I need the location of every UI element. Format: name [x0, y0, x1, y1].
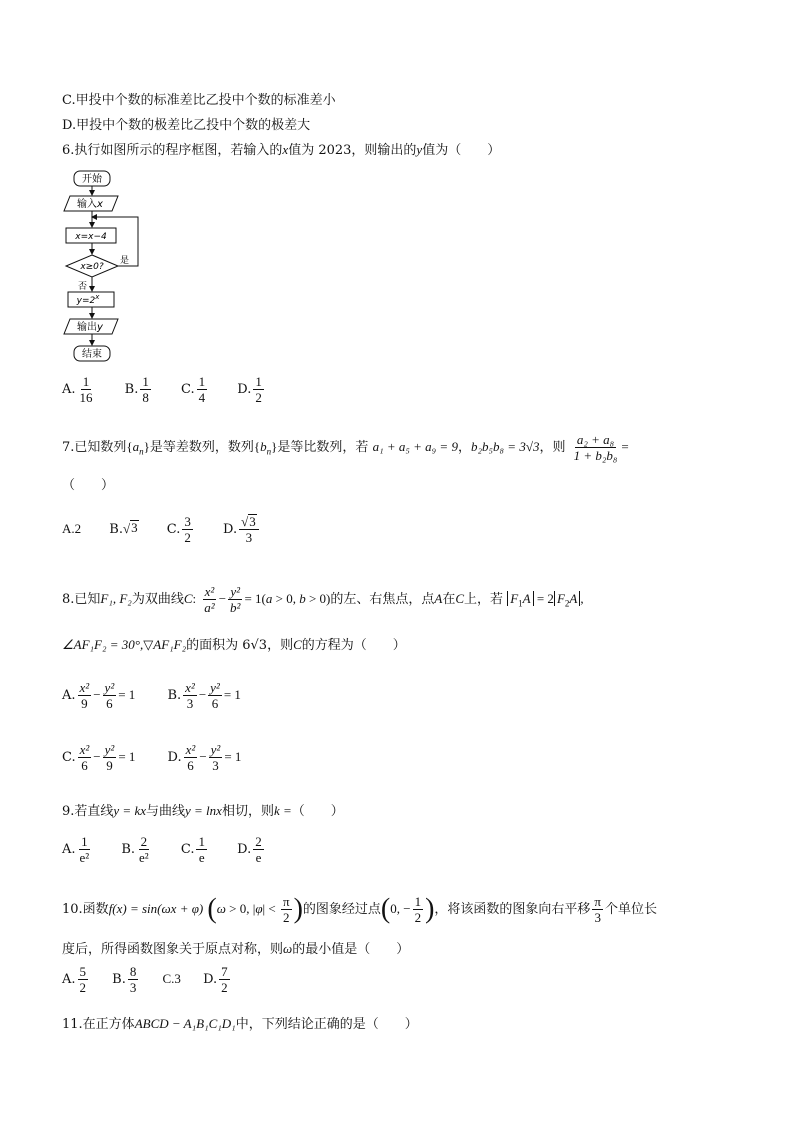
- flow-yes-label: 是: [120, 256, 130, 266]
- q5-option-d: D.甲投中个数的极差比乙投中个数的极差大: [62, 118, 311, 133]
- svg-text:输入x: 输入x: [77, 199, 103, 210]
- q8-options-ab: A. $\frac{\text{x²}}{9}$ − $\frac{\text{y²}}{6}$ = 1 B. $\frac{\text{x²}}{3}$ − $\frac{\text{y²}}{6}$ = 1: [62, 680, 241, 711]
- q8-stem: 8.已知F₁, F₂为双曲线C: $\frac{\text{x²}}{\text{a²}}$ − $\frac{\text{y²}}{\text{b²}}$ = 1(a > 0, b > 0)的左、右焦点，点A在C上，若 $F_1A = 2$ $F_2A$ ,: [62, 584, 584, 615]
- svg-text:y=2x: $y=2^x$: [76, 293, 100, 306]
- flow-end-text: 结束: [82, 349, 102, 360]
- q11-stem: 11.在正方体ABCD − A₁B₁C₁D₁中，下列结论正确的是（ ）: [62, 1016, 418, 1032]
- q8-options-cd: C. $\frac{\text{x²}}{6}$ − $\frac{\text{y²}}{9}$ = 1 D. $\frac{\text{x²}}{6}$ − $\frac{\text{y²}}{3}$ = 1: [62, 742, 242, 773]
- flow-no-label: 否: [78, 282, 88, 292]
- flow-start-text: 开始: [82, 174, 102, 185]
- svg-text:输出y: 输出y: [77, 322, 103, 333]
- q9-stem: 9.若直线y = kx与曲线y = lnx相切，则k =（ ）: [62, 803, 344, 819]
- q7-options: A.2 B.√ 3 C. $\frac{3}{2}$ D. √ 3 3: [62, 514, 285, 545]
- q5-option-c: C.甲投中个数的标准差比乙投中个数的标准差小: [62, 93, 336, 108]
- flow-assign-text: x=x−4: [75, 232, 107, 242]
- q8-stem-line2: ∠AF₁F₂ = 30°,▽AF₁F₂的面积为 6√3，则C的方程为（ ）: [62, 637, 406, 653]
- q9-options: A. $\frac{1}{\text{e²}}$ B. $\frac{2}{\text{e²}}$ C. $\frac{1}{e}$ D. $\frac{2}{e}$: [62, 834, 262, 865]
- q6-flowchart: [60, 168, 170, 364]
- q6-stem: 6.执行如图所示的程序框图，若输入的x值为 2023，则输出的y值为（ ）: [62, 142, 501, 158]
- q10-stem: 10.函数f(x) = sin(ωx + φ) (ω > 0, |φ| < $\frac{\pi}{2}$ )的图象经过点(0, − $\frac{1}{2}$ )，将该函数的图象向右平移 $\frac{\pi}{3}$ 个单位长: [62, 893, 658, 925]
- q6-options: A. $\frac{1}{16}$ B. $\frac{1}{8}$ C. $\frac{1}{4}$ D. $\frac{1}{2}$: [62, 374, 262, 405]
- q10-stem-line2: 度后，所得函数图象关于原点对称，则ω的最小值是（ ）: [62, 941, 410, 957]
- flow-decision-text: x≥0?: [80, 262, 104, 272]
- q7-blank: （ ）: [62, 478, 115, 493]
- q7-stem: 7.已知数列$\{a_n\}$是等差数列，数列$\{b_n\}$是等比数列，若 a₁ + a₅ + a₉ = 9，b₂b₅b₈ = 3√3，则 $\frac{\text{a₂ + a₈}}{\text{1 + b₂b₈}}$ =: [62, 432, 629, 463]
- q10-options: A. $\frac{5}{2}$ B. $\frac{8}{3}$ C.3 D. $\frac{7}{2}$: [62, 964, 228, 995]
